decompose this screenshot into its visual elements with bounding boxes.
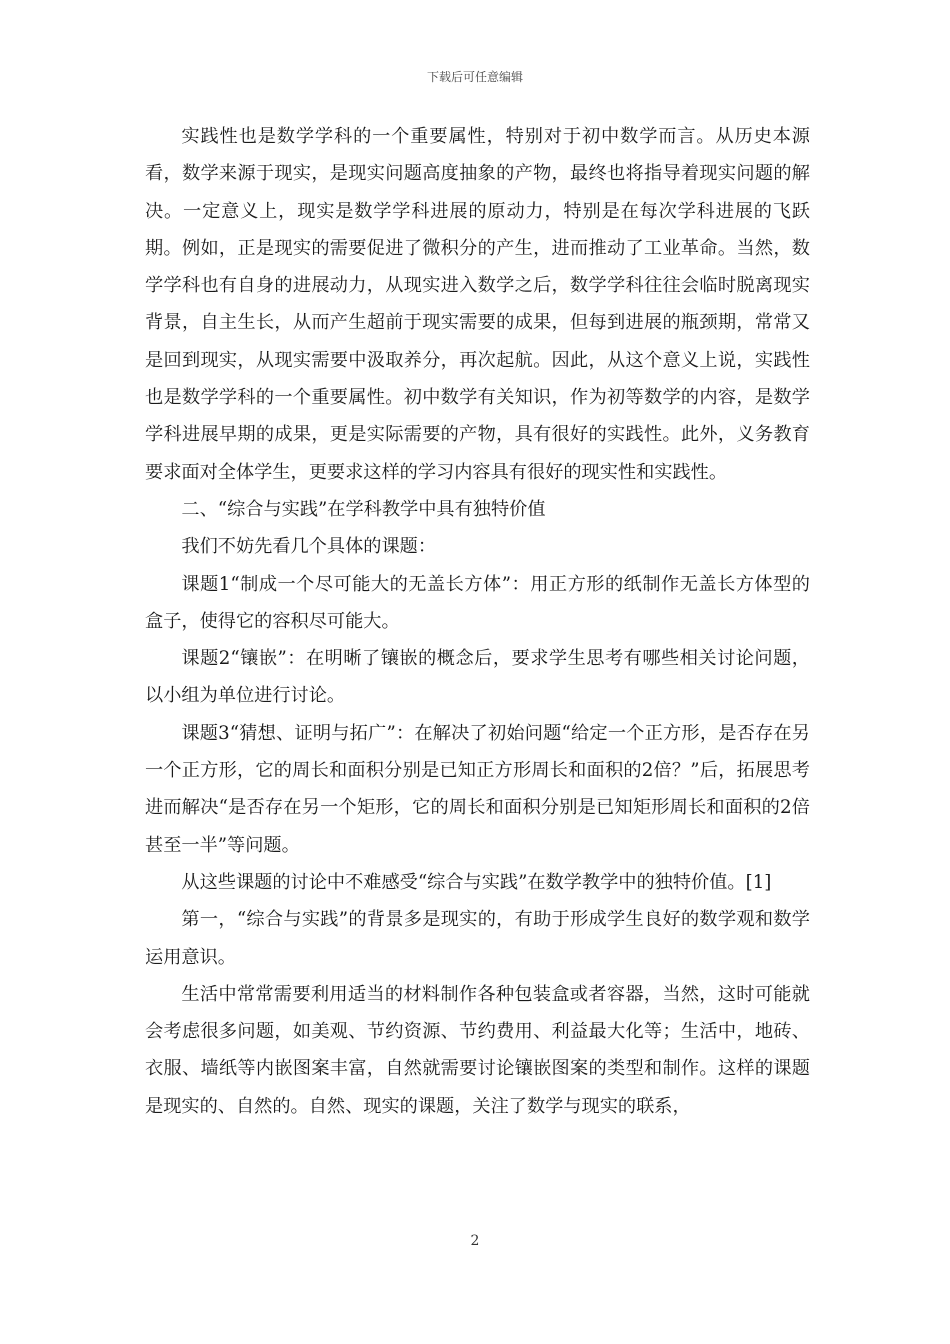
paragraph-life-examples: 生活中常常需要利用适当的材料制作各种包装盒或者容器，当然，这时可能就会考虑很多问题，如美观、节约资源、节约费用、利益最大化等；生活中，地砖、衣服、墙纸等内嵌图案丰富，自然就需要讨论镶嵌图案的类型和制作。这样的课题是现实的、自然的。自然、现实的课题，关注了数学与现实的联系， <box>145 983 810 1117</box>
section-heading-two: 二、“综合与实践”在学科教学中具有独特价值 <box>181 498 546 520</box>
paragraph-intro-topics: 我们不妨先看几个具体的课题： <box>181 536 437 558</box>
paragraph-topic-1: 课题1“制成一个尽可能大的无盖长方体”：用正方形的纸制作无盖长方体型的盒子，使得它的容积尽可能大。 <box>145 573 810 632</box>
paragraph-topic-2: 课题2“镶嵌”：在明晰了镶嵌的概念后，要求学生思考有哪些相关讨论问题，以小组为单位进行讨论。 <box>145 648 810 707</box>
paragraph-practicality: 实践性也是数学学科的一个重要属性，特别对于初中数学而言。从历史本源看，数学来源于现实，是现实问题高度抽象的产物，最终也将指导着现实问题的解决。一定意义上，现实是数学学科进展的原动力，特别是在每次学科进展的飞跃期。例如，正是现实的需要促进了微积分的产生，进而推动了工业革命。当然，数学学科也有自身的进展动力，从现实进入数学之后，数学学科往往会临时脱离现实背景，自主生长，从而产生超前于现实需要的成果，但每到进展的瓶颈期，常常又是回到现实，从现实需要中汲取养分，再次起航。因此，从这个意义上说，实践性也是数学学科的一个重要属性。初中数学有关知识，作为初等数学的内容，是数学学科进展早期的成果，更是实际需要的产物，具有很好的实践性。此外，义务教育要求面对全体学生，更要求这样的学习内容具有很好的现实性和实践性。 <box>145 126 810 483</box>
page-header-note: 下载后可任意编辑 <box>426 70 523 84</box>
paragraph-topic-3: 课题3“猜想、证明与拓广”：在解决了初始问题“给定一个正方形，是否存在另一个正方形，它的周长和面积分别是已知正方形周长和面积的2倍？”后，拓展思考进而解决“是否存在另一个矩形，它的周长和面积分别是已知矩形周长和面积的2倍甚至一半”等问题。 <box>145 722 810 856</box>
page-number: 2 <box>470 1233 480 1249</box>
paragraph-first-point: 第一，“综合与实践”的背景多是现实的，有助于形成学生良好的数学观和数学运用意识。 <box>145 909 810 968</box>
document-body <box>145 118 810 1125</box>
paragraph-value-summary: 从这些课题的讨论中不难感受“综合与实践”在数学教学中的独特价值。[1] <box>181 871 772 893</box>
